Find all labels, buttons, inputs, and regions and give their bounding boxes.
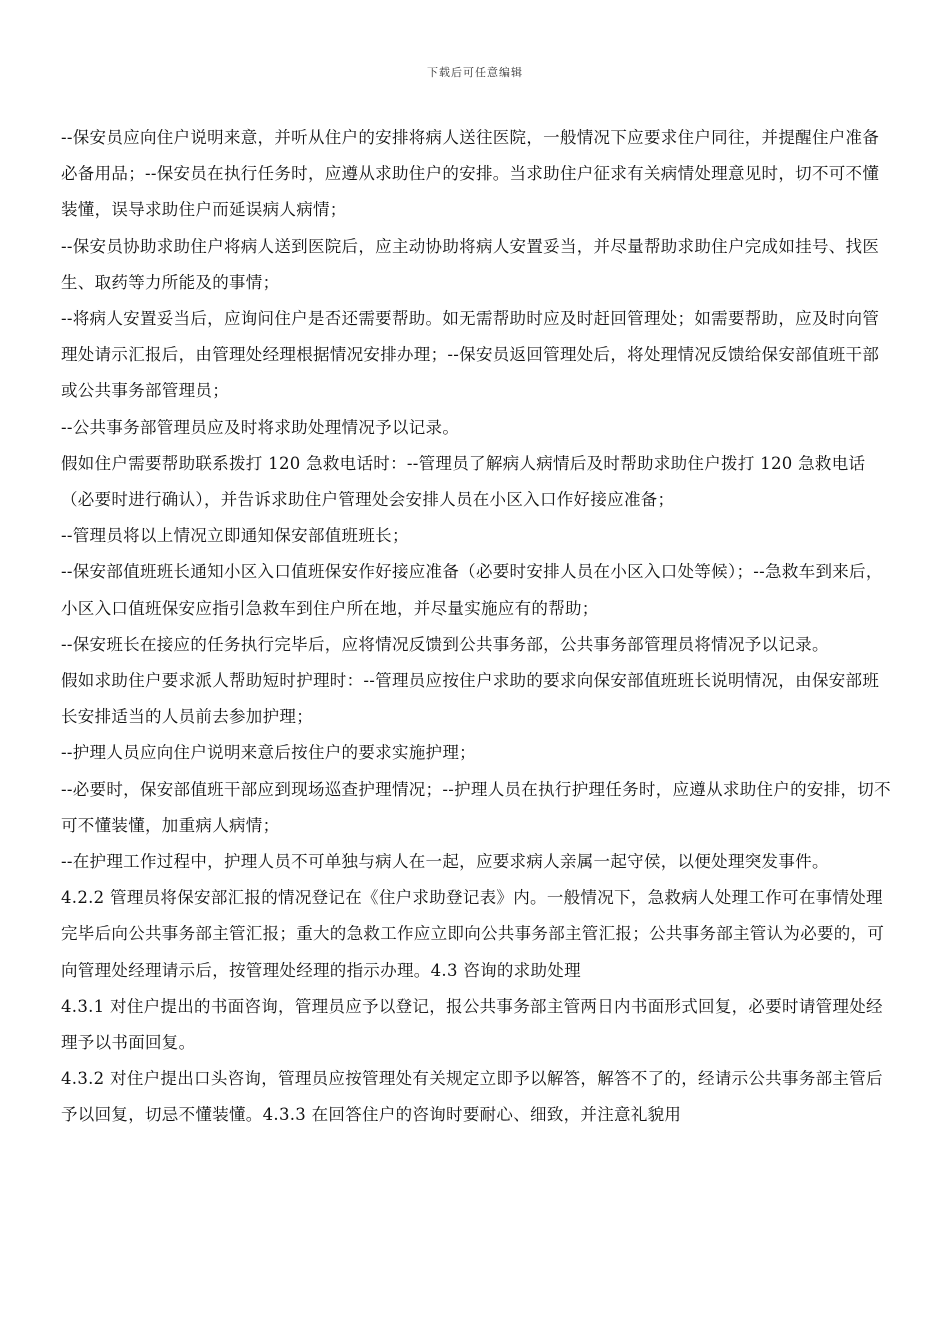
paragraph: --护理人员应向住户说明来意后按住户的要求实施护理； bbox=[61, 743, 476, 763]
paragraph: --必要时，保安部值班干部应到现场巡查护理情况；--护理人员在执行护理任务时，应遵从求助住户的安排，切不可不懂装懂，加重病人病情； bbox=[61, 779, 891, 835]
paragraph: 假如住户需要帮助联系拨打 120 急救电话时：--管理员了解病人病情后及时帮助求助住户拨打 120 急救电话（必要时进行确认），并告诉求助住户管理处会安排人员在小区入口作好接应准备； bbox=[61, 453, 866, 510]
paragraph: --在护理工作过程中，护理人员不可单独与病人在一起，应要求病人亲属一起守侯，以便处理突发事件。 bbox=[61, 852, 829, 872]
paragraph: --管理员将以上情况立即通知保安部值班班长； bbox=[61, 526, 409, 546]
document-body bbox=[61, 120, 891, 1134]
paragraph: --将病人安置妥当后，应询问住户是否还需要帮助。如无需帮助时应及时赶回管理处；如需要帮助，应及时向管理处请示汇报后，由管理处经理根据情况安排办理；--保安员返回管理处后，将处理情况反馈给保安部值班干部或公共事务部管理员； bbox=[61, 309, 880, 401]
paragraph: --保安员协助求助住户将病人送到医院后，应主动协助将病人安置妥当，并尽量帮助求助住户完成如挂号、找医生、取药等力所能及的事情； bbox=[61, 236, 880, 292]
paragraph: 4.3.2 对住户提出口头咨询，管理员应按管理处有关规定立即予以解答，解答不了的，经请示公共事务部主管后予以回复，切忌不懂装懂。4.3.3 在回答住户的咨询时要耐心、细致，并注意礼貌用 bbox=[61, 1069, 883, 1125]
paragraph: --保安班长在接应的任务执行完毕后，应将情况反馈到公共事务部，公共事务部管理员将情况予以记录。 bbox=[61, 634, 829, 654]
paragraph: --保安部值班班长通知小区入口值班保安作好接应准备（必要时安排人员在小区入口处等候）；--急救车到来后，小区入口值班保安应指引急救车到住户所在地，并尽量实施应有的帮助； bbox=[61, 562, 883, 618]
page-header: 下载后可任意编辑 bbox=[427, 66, 523, 79]
paragraph: 假如求助住户要求派人帮助短时护理时：--管理员应按住户求助的要求向保安部值班班长说明情况，由保安部班长安排适当的人员前去参加护理； bbox=[61, 671, 880, 727]
paragraph: 4.2.2 管理员将保安部汇报的情况登记在《住户求助登记表》内。一般情况下，急救病人处理工作可在事情处理完毕后向公共事务部主管汇报；重大的急救工作应立即向公共事务部主管汇报；公共事务部主管认为必要的，可向管理处经理请示后，按管理处经理的指示办理。4.3 咨询的求助处理 bbox=[61, 888, 885, 980]
paragraph: --保安员应向住户说明来意，并听从住户的安排将病人送往医院，一般情况下应要求住户同往，并提醒住户准备必备用品；--保安员在执行任务时，应遵从求助住户的安排。当求助住户征求有关病情处理意见时，切不可不懂装懂，误导求助住户而延误病人病情； bbox=[61, 128, 880, 220]
paragraph: 4.3.1 对住户提出的书面咨询，管理员应予以登记，报公共事务部主管两日内书面形式回复，必要时请管理处经理予以书面回复。 bbox=[61, 996, 883, 1053]
paragraph: --公共事务部管理员应及时将求助处理情况予以记录。 bbox=[61, 417, 460, 437]
